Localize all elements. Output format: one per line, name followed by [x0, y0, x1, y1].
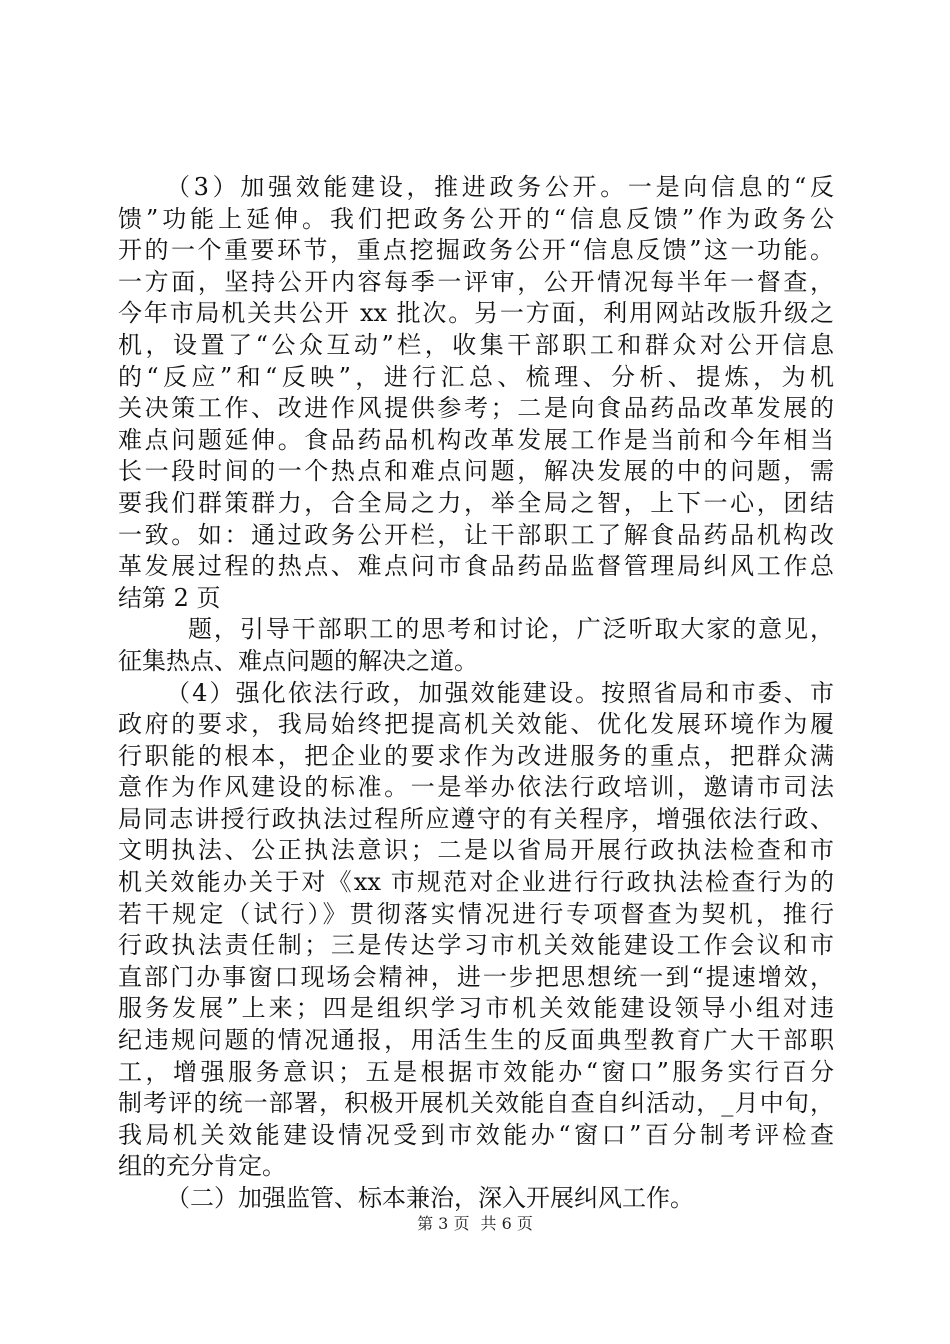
- text-line: 一方面，坚持公开内容每季一评审，公开情况每半年一督查，: [118, 267, 834, 296]
- text-line: （3）加强效能建设，推进政务公开。一是向信息的“反: [166, 173, 834, 201]
- document-body: [118, 172, 834, 1215]
- text-line: 文明执法、公正执法意识；二是以省局开展行政执法检查和市: [118, 836, 834, 865]
- text-line: 馈”功能上延伸。我们把政务公开的“信息反馈”作为政务公: [118, 204, 834, 233]
- text-line: 征集热点、难点问题的解决之道。: [118, 646, 478, 675]
- page-footer: [0, 1214, 950, 1234]
- text-line: 的“反应”和“反映”，进行汇总、梳理、分析、提炼，为机: [118, 362, 834, 391]
- text-line: 关决策工作、改进作风提供参考；二是向食品药品改革发展的: [118, 394, 834, 423]
- text-line: 意作为作风建设的标准。一是举办依法行政培训，邀请市司法: [118, 773, 834, 802]
- text-line: 工，增强服务意识；五是根据市效能办“窗口”服务实行百分: [118, 1057, 834, 1086]
- text-line: 服务发展”上来；四是组织学习市机关效能建设领导小组对违: [118, 994, 834, 1023]
- text-line: 结第 2 页: [118, 583, 221, 612]
- text-line: 纪违规问题的情况通报，用活生生的反面典型教育广大干部职: [118, 1026, 834, 1055]
- text-line: 机关效能办关于对《xx 市规范对企业进行行政执法检查行为的: [118, 868, 834, 897]
- text-line: 政府的要求，我局始终把提高机关效能、优化发展环境作为履: [118, 710, 834, 739]
- text-line: 题，引导干部职工的思考和讨论，广泛听取大家的意见，: [188, 615, 834, 644]
- section-heading: （二）加强监管、标本兼治，深入开展纠风工作。: [166, 1184, 694, 1212]
- text-line: 我局机关效能建设情况受到市效能办“窗口”百分制考评检查: [118, 1120, 834, 1149]
- text-line: 直部门办事窗口现场会精神，进一步把思想统一到“提速增效，: [118, 962, 834, 991]
- text-line: 组的充分肯定。: [118, 1152, 286, 1181]
- text-line: 一致。如：通过政务公开栏，让干部职工了解食品药品机构改: [118, 520, 834, 549]
- page-total: 共 6 页: [480, 1214, 533, 1233]
- text-line: 机，设置了“公众互动”栏，收集干部职工和群众对公开信息: [118, 330, 834, 359]
- text-line: 行政执法责任制；三是传达学习市机关效能建设工作会议和市: [118, 931, 834, 960]
- page-number: 第 3 页: [417, 1214, 470, 1233]
- text-line: 行职能的根本，把企业的要求作为改进服务的重点，把群众满: [118, 741, 834, 770]
- text-line: 革发展过程的热点、难点问市食品药品监督管理局纠风工作总: [118, 552, 834, 581]
- text-line: 长一段时间的一个热点和难点问题，解决发展的中的问题，需: [118, 457, 834, 486]
- text-line: 要我们群策群力，合全局之力，举全局之智，上下一心，团结: [118, 488, 834, 517]
- text-line: 制考评的统一部署，积极开展机关效能自查自纠活动，_月中旬，: [118, 1089, 834, 1118]
- text-line: 难点问题延伸。食品药品机构改革发展工作是当前和今年相当: [118, 425, 834, 454]
- text-line: 今年市局机关共公开 xx 批次。另一方面，利用网站改版升级之: [118, 299, 834, 328]
- text-line: 若干规定（试行）》贯彻落实情况进行专项督查为契机，推行: [118, 899, 834, 928]
- text-line: 局同志讲授行政执法过程所应遵守的有关程序，增强依法行政、: [118, 804, 834, 833]
- text-line: （4）强化依法行政，加强效能建设。按照省局和市委、市: [166, 678, 834, 707]
- text-line: 开的一个重要环节，重点挖掘政务公开“信息反馈”这一功能。: [118, 236, 834, 265]
